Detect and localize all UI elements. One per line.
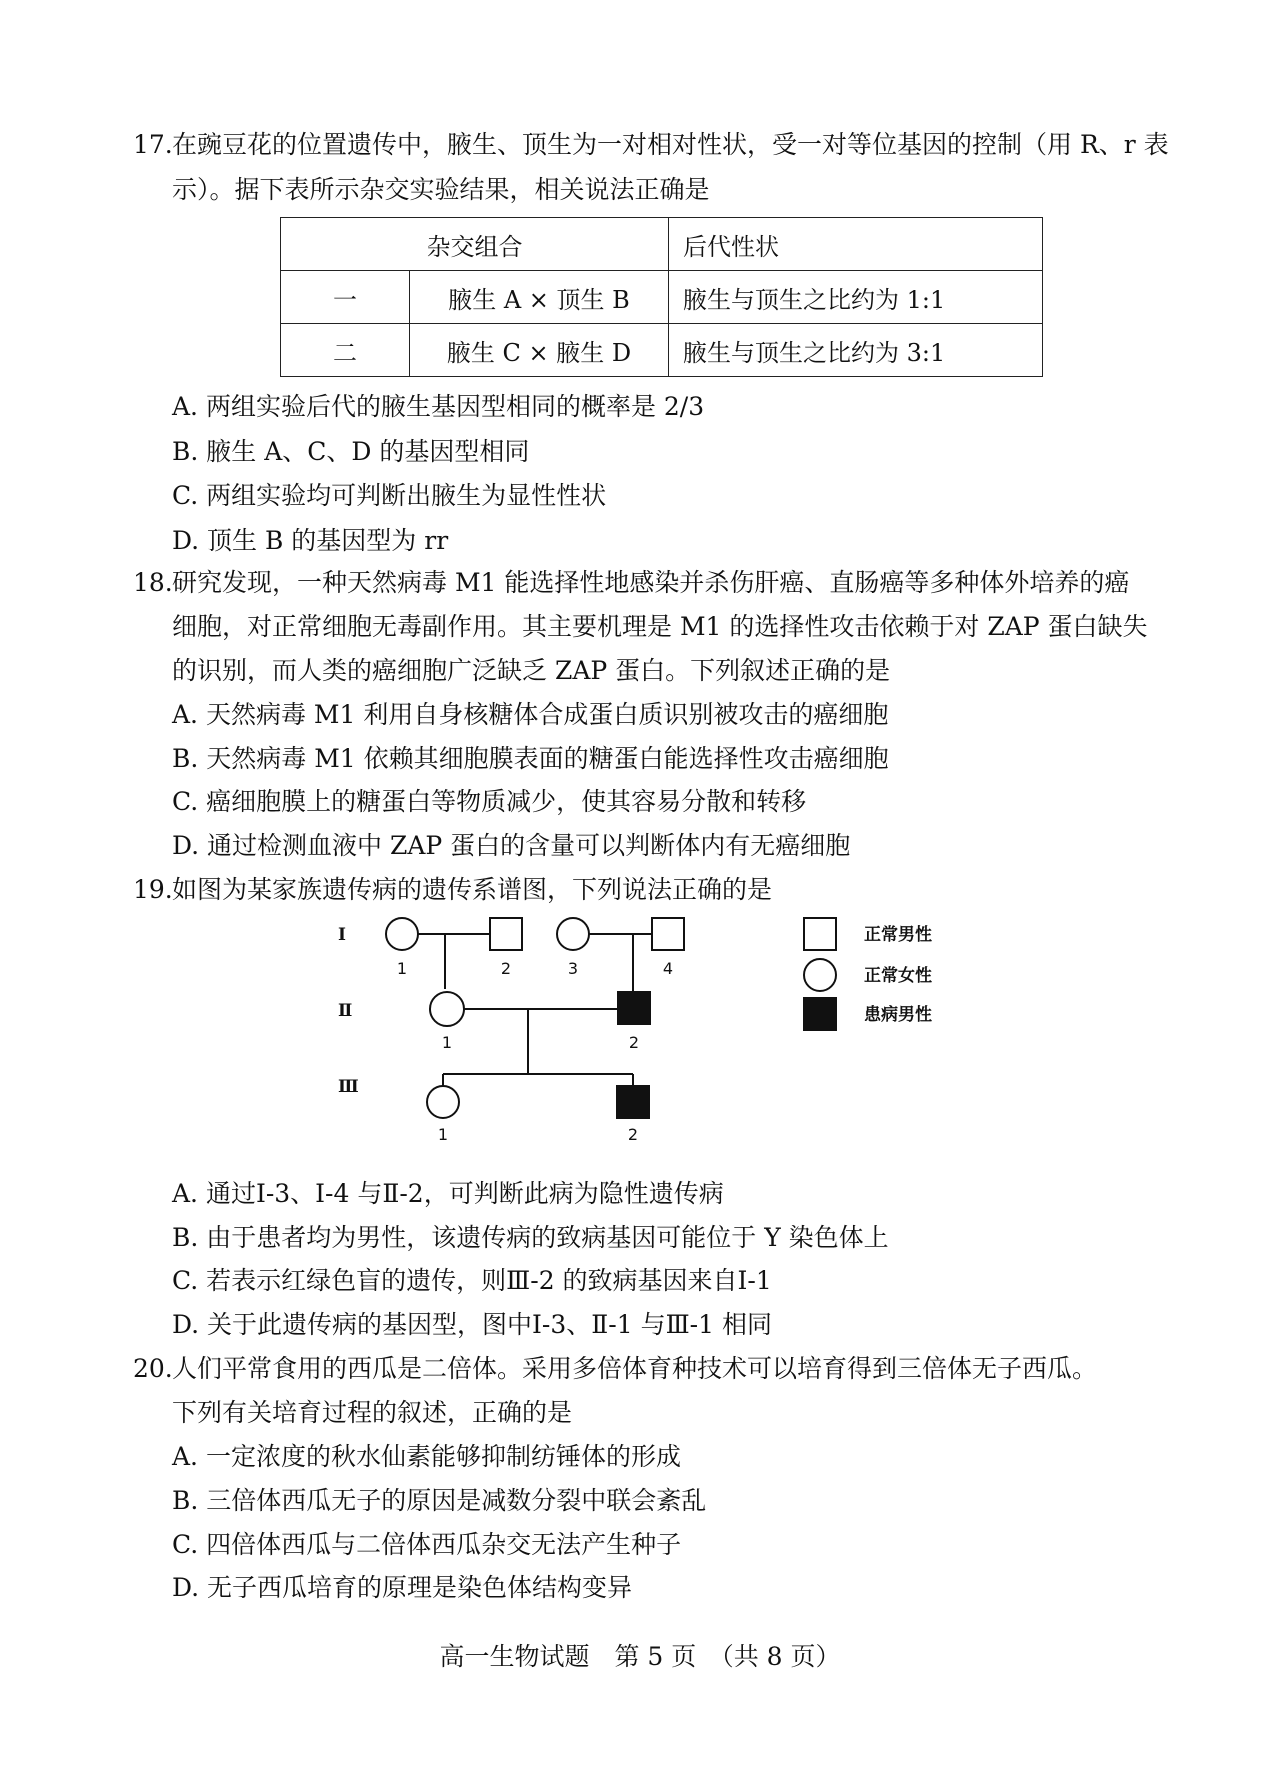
table-row (281, 271, 1043, 324)
question-20-option-a: A. 一定浓度的秋水仙素能够抑制纺锤体的形成 (172, 1442, 681, 1471)
question-18-stem-line3: 的识别，而人类的癌细胞广泛缺乏 ZAP 蛋白。下列叙述正确的是 (172, 656, 891, 685)
question-19-option-b: B. 由于患者均为男性，该遗传病的致病基因可能位于 Y 染色体上 (172, 1223, 889, 1252)
question-18-stem-line2: 细胞，对正常细胞无毒副作用。其主要机理是 M1 的选择性攻击依赖于对 ZAP 蛋白缺失 (172, 612, 1148, 641)
question-17-option-d: D. 顶生 B 的基因型为 rr (172, 526, 449, 555)
question-20-option-d: D. 无子西瓜培育的原理是染色体结构变异 (172, 1573, 633, 1602)
question-18-option-a: A. 天然病毒 M1 利用自身核糖体合成蛋白质识别被攻击的癌细胞 (172, 700, 889, 729)
question-18-stem-line1: 研究发现，一种天然病毒 M1 能选择性地感染并杀伤肝癌、直肠癌等多种体外培养的癌 (172, 568, 1130, 597)
label-I-4: 4 (662, 959, 674, 978)
question-19-option-d: D. 关于此遗传病的基因型，图中Ⅰ-3、Ⅱ-1 与Ⅲ-1 相同 (172, 1310, 772, 1339)
table-cell-cross: 腋生 A × 顶生 B (410, 271, 669, 324)
generation-label-2: Ⅱ (338, 1001, 353, 1021)
question-20-option-c: C. 四倍体西瓜与二倍体西瓜杂交无法产生种子 (172, 1530, 682, 1559)
label-I-1: 1 (396, 959, 408, 978)
legend-normal-male-label: 正常男性 (864, 925, 932, 945)
page-footer: 高一生物试题 第 5 页 （共 8 页） (439, 1642, 841, 1671)
label-II-2: 2 (628, 1033, 640, 1052)
question-19-stem: 如图为某家族遗传病的遗传系谱图，下列说法正确的是 (172, 875, 773, 904)
question-18-option-b: B. 天然病毒 M1 依赖其细胞膜表面的糖蛋白能选择性攻击癌细胞 (172, 744, 889, 773)
individual-II-1 (430, 992, 464, 1026)
question-18-number: 18. (133, 568, 173, 597)
legend-affected-male-symbol (804, 998, 836, 1030)
table-header-row (281, 218, 1043, 271)
question-17-option-c: C. 两组实验均可判断出腋生为显性性状 (172, 481, 607, 510)
label-I-3: 3 (567, 959, 579, 978)
pedigree-chart (320, 900, 980, 1150)
individual-I-1 (386, 918, 418, 950)
question-19-option-a: A. 通过Ⅰ-3、Ⅰ-4 与Ⅱ-2，可判断此病为隐性遗传病 (172, 1179, 724, 1208)
label-III-1: 1 (437, 1125, 449, 1144)
label-II-1: 1 (441, 1033, 453, 1052)
individual-I-2 (490, 918, 522, 950)
question-17-number: 17. (133, 130, 173, 159)
table-cell-group: 二 (281, 324, 410, 377)
table-cell-cross: 腋生 C × 腋生 D (410, 324, 669, 377)
question-19-option-c: C. 若表示红绿色盲的遗传，则Ⅲ-2 的致病基因来自Ⅰ-1 (172, 1266, 772, 1295)
legend-normal-female-label: 正常女性 (864, 966, 932, 986)
generation-label-1: Ⅰ (338, 925, 346, 945)
generation-label-3: Ⅲ (338, 1077, 359, 1097)
table-cell-result: 腋生与顶生之比约为 1:1 (669, 271, 1043, 324)
question-19-number: 19. (133, 875, 173, 904)
question-18-option-c: C. 癌细胞膜上的糖蛋白等物质减少，使其容易分散和转移 (172, 787, 807, 816)
cross-experiment-table (280, 217, 1043, 377)
question-20-stem-line1: 人们平常食用的西瓜是二倍体。采用多倍体育种技术可以培育得到三倍体无子西瓜。 (172, 1354, 1098, 1383)
individual-III-1 (427, 1086, 459, 1118)
question-17-stem-line2: 示）。据下表所示杂交实验结果，相关说法正确是 (172, 175, 710, 204)
individual-I-4 (652, 918, 684, 950)
table-cell-group: 一 (281, 271, 410, 324)
legend-affected-male-label: 患病男性 (864, 1005, 932, 1025)
individual-I-3 (557, 918, 589, 950)
individual-II-2 (618, 992, 650, 1024)
table-header-cross: 杂交组合 (281, 218, 669, 271)
table-row (281, 324, 1043, 377)
question-18-option-d: D. 通过检测血液中 ZAP 蛋白的含量可以判断体内有无癌细胞 (172, 831, 851, 860)
question-17-option-b: B. 腋生 A、C、D 的基因型相同 (172, 437, 530, 466)
question-20-option-b: B. 三倍体西瓜无子的原因是减数分裂中联会紊乱 (172, 1486, 707, 1515)
individual-III-2 (617, 1086, 649, 1118)
legend-normal-male-symbol (804, 918, 836, 950)
table-header-result: 后代性状 (669, 218, 1043, 271)
question-20-stem-line2: 下列有关培育过程的叙述，正确的是 (172, 1398, 573, 1427)
question-20-number: 20. (133, 1354, 173, 1383)
question-17-option-a: A. 两组实验后代的腋生基因型相同的概率是 2/3 (172, 392, 705, 421)
table-cell-result: 腋生与顶生之比约为 3:1 (669, 324, 1043, 377)
question-17-stem-line1: 在豌豆花的位置遗传中，腋生、顶生为一对相对性状，受一对等位基因的控制（用 R、r 表 (172, 130, 1169, 159)
label-I-2: 2 (500, 959, 512, 978)
legend-normal-female-symbol (804, 959, 836, 991)
label-III-2: 2 (627, 1125, 639, 1144)
